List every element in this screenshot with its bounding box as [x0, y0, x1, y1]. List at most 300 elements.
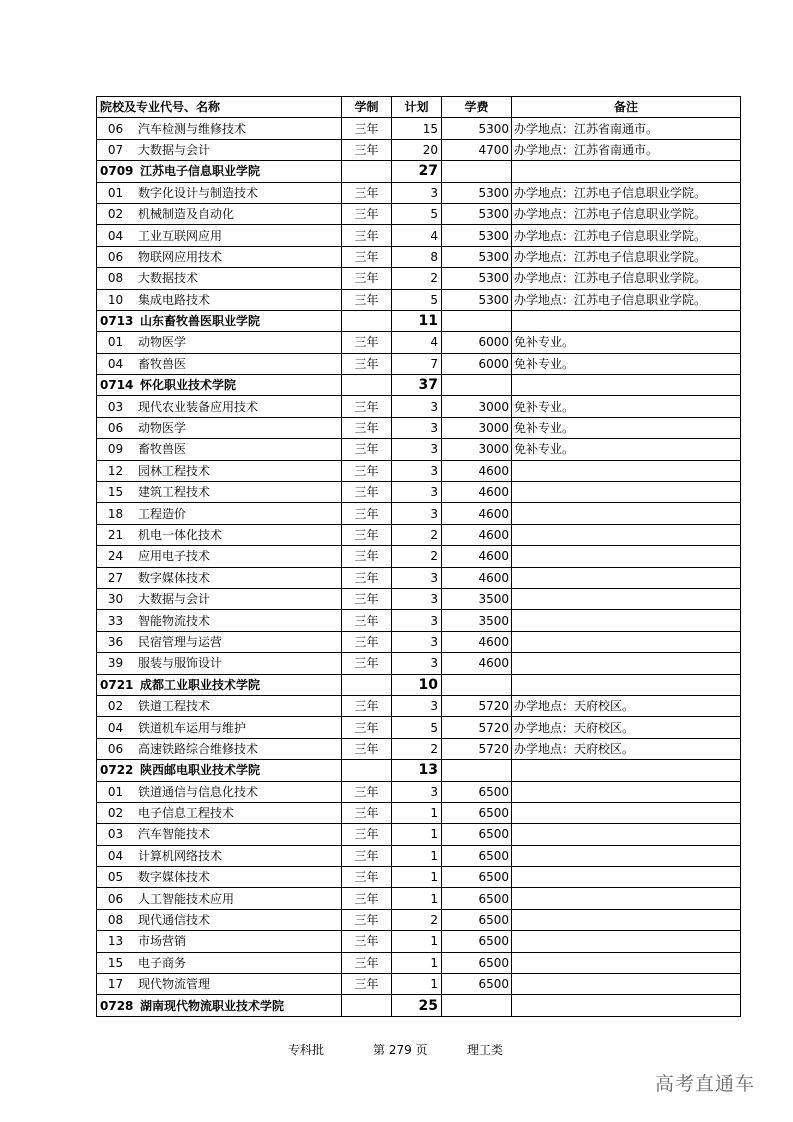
note-cell: [512, 995, 741, 1016]
major-row: [97, 952, 741, 973]
plan-cell: 3: [392, 588, 442, 609]
fee-cell: 6500: [442, 867, 512, 888]
note-cell: 办学地点：江苏电子信息职业学院。: [512, 268, 741, 289]
fee-cell: 4600: [442, 631, 512, 652]
major-code: 06: [107, 891, 124, 906]
duration-cell: 三年: [342, 845, 392, 866]
footer-batch: 专科批: [288, 1043, 325, 1057]
plan-cell: 7: [392, 353, 442, 374]
name-cell: [97, 503, 342, 524]
duration-cell: 三年: [342, 182, 392, 203]
major-row: [97, 567, 741, 588]
major-row: [97, 289, 741, 310]
major-row: [97, 225, 741, 246]
duration-cell: [342, 760, 392, 781]
duration-cell: 三年: [342, 268, 392, 289]
major-name: 汽车检测与维修技术: [138, 121, 247, 136]
plan-cell: 3: [392, 439, 442, 460]
duration-cell: 三年: [342, 246, 392, 267]
major-name: 大数据与会计: [138, 592, 211, 607]
school-row: [97, 310, 741, 331]
major-code: 04: [107, 228, 124, 243]
name-cell: [97, 332, 342, 353]
fee-cell: [442, 760, 512, 781]
duration-cell: 三年: [342, 460, 392, 481]
major-name: 工程造价: [138, 506, 187, 521]
duration-cell: 三年: [342, 867, 392, 888]
plan-cell: 2: [392, 268, 442, 289]
name-cell: [97, 225, 342, 246]
major-row: [97, 524, 741, 545]
fee-cell: 3500: [442, 610, 512, 631]
major-row: [97, 781, 741, 802]
major-name: 集成电路技术: [138, 292, 211, 307]
major-row: [97, 653, 741, 674]
school-name: 江苏电子信息职业学院: [140, 164, 261, 179]
major-name: 现代通信技术: [138, 913, 211, 928]
name-cell: [97, 909, 342, 930]
note-cell: [512, 567, 741, 588]
fee-cell: 5300: [442, 182, 512, 203]
name-cell: [97, 439, 342, 460]
school-name: 成都工业职业技术学院: [140, 677, 261, 692]
plan-cell: 5: [392, 717, 442, 738]
major-row: [97, 909, 741, 930]
note-cell: [512, 952, 741, 973]
footer-category: 理工类: [467, 1043, 504, 1057]
duration-cell: 三年: [342, 781, 392, 802]
major-row: [97, 695, 741, 716]
duration-cell: 三年: [342, 353, 392, 374]
major-row: [97, 503, 741, 524]
major-row: [97, 332, 741, 353]
note-cell: [512, 588, 741, 609]
major-name: 计算机网络技术: [138, 848, 223, 863]
name-cell: [97, 952, 342, 973]
school-row: [97, 375, 741, 396]
major-name: 数字化设计与制造技术: [138, 185, 259, 200]
name-cell: [97, 353, 342, 374]
major-row: [97, 931, 741, 952]
duration-cell: 三年: [342, 695, 392, 716]
major-code: 01: [107, 335, 124, 350]
note-cell: 办学地点：天府校区。: [512, 717, 741, 738]
major-code: 01: [107, 784, 124, 799]
name-cell: [97, 974, 342, 995]
name-cell: [97, 802, 342, 823]
plan-cell: 3: [392, 653, 442, 674]
plan-cell: 1: [392, 867, 442, 888]
header-plan: 计划: [392, 97, 442, 118]
major-code: 04: [107, 356, 124, 371]
plan-cell: 5: [392, 203, 442, 224]
name-cell: [97, 567, 342, 588]
fee-cell: 5300: [442, 246, 512, 267]
major-code: 15: [107, 955, 124, 970]
duration-cell: 三年: [342, 225, 392, 246]
name-cell: [97, 118, 342, 139]
school-name: 怀化职业技术学院: [140, 378, 237, 393]
major-code: 02: [107, 699, 124, 714]
duration-cell: 三年: [342, 824, 392, 845]
plan-cell: 3: [392, 503, 442, 524]
note-cell: [512, 524, 741, 545]
school-name: 山东畜牧兽医职业学院: [140, 314, 261, 329]
duration-cell: [342, 310, 392, 331]
note-cell: [512, 610, 741, 631]
footer-page-number: 第 279 页: [373, 1043, 428, 1057]
major-name: 物联网应用技术: [138, 249, 223, 264]
duration-cell: 三年: [342, 396, 392, 417]
major-name: 电子商务: [138, 955, 187, 970]
school-row: [97, 161, 741, 182]
major-code: 06: [107, 421, 124, 436]
note-cell: [512, 310, 741, 331]
duration-cell: [342, 375, 392, 396]
name-cell: [97, 845, 342, 866]
note-cell: 免补专业。: [512, 396, 741, 417]
major-row: [97, 353, 741, 374]
name-cell: [97, 653, 342, 674]
name-cell: [97, 268, 342, 289]
note-cell: [512, 503, 741, 524]
name-cell: [97, 631, 342, 652]
fee-cell: 5720: [442, 695, 512, 716]
major-name: 园林工程技术: [138, 463, 211, 478]
duration-cell: 三年: [342, 332, 392, 353]
major-code: 08: [107, 913, 124, 928]
duration-cell: 三年: [342, 909, 392, 930]
major-code: 04: [107, 848, 124, 863]
school-row: [97, 760, 741, 781]
name-cell: [97, 460, 342, 481]
major-row: [97, 182, 741, 203]
duration-cell: 三年: [342, 524, 392, 545]
major-row: [97, 610, 741, 631]
plan-cell: 3: [392, 460, 442, 481]
major-name: 动物医学: [138, 335, 187, 350]
major-name: 汽车智能技术: [138, 827, 211, 842]
major-row: [97, 203, 741, 224]
plan-cell: 15: [392, 118, 442, 139]
school-row: [97, 995, 741, 1016]
major-row: [97, 546, 741, 567]
duration-cell: 三年: [342, 888, 392, 909]
plan-cell: 1: [392, 802, 442, 823]
fee-cell: 6500: [442, 888, 512, 909]
name-cell: [97, 310, 342, 331]
fee-cell: 4600: [442, 546, 512, 567]
major-name: 铁道机车运用与维护: [138, 720, 247, 735]
major-name: 电子信息工程技术: [138, 806, 235, 821]
name-cell: [97, 674, 342, 695]
duration-cell: 三年: [342, 802, 392, 823]
fee-cell: [442, 310, 512, 331]
major-code: 36: [107, 634, 124, 649]
note-cell: [512, 460, 741, 481]
major-name: 工业互联网应用: [138, 228, 223, 243]
plan-cell: 3: [392, 631, 442, 652]
major-row: [97, 417, 741, 438]
duration-cell: 三年: [342, 631, 392, 652]
name-cell: [97, 610, 342, 631]
note-cell: [512, 161, 741, 182]
major-name: 现代物流管理: [138, 977, 211, 992]
plan-cell: 1: [392, 845, 442, 866]
note-cell: 办学地点：天府校区。: [512, 738, 741, 759]
fee-cell: 6500: [442, 824, 512, 845]
major-code: 04: [107, 720, 124, 735]
watermark: 高考直通车: [655, 1073, 756, 1095]
fee-cell: 4600: [442, 524, 512, 545]
major-name: 市场营销: [138, 934, 187, 949]
name-cell: [97, 161, 342, 182]
major-name: 机械制造及自动化: [138, 207, 235, 222]
duration-cell: 三年: [342, 503, 392, 524]
school-code: 0709: [100, 164, 134, 179]
admission-plan-table: [96, 96, 741, 1017]
name-cell: [97, 888, 342, 909]
major-row: [97, 439, 741, 460]
note-cell: [512, 674, 741, 695]
major-name: 人工智能技术应用: [138, 891, 235, 906]
plan-cell: 1: [392, 888, 442, 909]
plan-cell: 25: [392, 995, 442, 1016]
fee-cell: [442, 161, 512, 182]
plan-cell: 4: [392, 225, 442, 246]
duration-cell: [342, 161, 392, 182]
header-fee: 学费: [442, 97, 512, 118]
major-name: 动物医学: [138, 421, 187, 436]
note-cell: 办学地点：江苏电子信息职业学院。: [512, 203, 741, 224]
duration-cell: 三年: [342, 931, 392, 952]
plan-cell: 1: [392, 974, 442, 995]
major-code: 12: [107, 463, 124, 478]
note-cell: 办学地点：江苏电子信息职业学院。: [512, 289, 741, 310]
major-name: 畜牧兽医: [138, 356, 187, 371]
name-cell: [97, 203, 342, 224]
duration-cell: 三年: [342, 139, 392, 160]
note-cell: 免补专业。: [512, 353, 741, 374]
plan-cell: 4: [392, 332, 442, 353]
name-cell: [97, 695, 342, 716]
plan-cell: 3: [392, 610, 442, 631]
duration-cell: 三年: [342, 289, 392, 310]
major-row: [97, 802, 741, 823]
fee-cell: 4600: [442, 482, 512, 503]
fee-cell: 4600: [442, 653, 512, 674]
plan-cell: 1: [392, 931, 442, 952]
note-cell: [512, 546, 741, 567]
note-cell: [512, 781, 741, 802]
plan-cell: 3: [392, 396, 442, 417]
fee-cell: 6500: [442, 909, 512, 930]
plan-cell: 3: [392, 417, 442, 438]
fee-cell: 6500: [442, 802, 512, 823]
major-name: 机电一体化技术: [138, 528, 223, 542]
major-row: [97, 717, 741, 738]
major-row: [97, 268, 741, 289]
duration-cell: [342, 995, 392, 1016]
duration-cell: 三年: [342, 546, 392, 567]
note-cell: [512, 824, 741, 845]
fee-cell: [442, 995, 512, 1016]
major-name: 高速铁路综合维修技术: [138, 741, 259, 756]
major-name: 应用电子技术: [138, 549, 211, 564]
major-row: [97, 246, 741, 267]
fee-cell: 6000: [442, 332, 512, 353]
major-code: 07: [107, 142, 124, 157]
plan-cell: 3: [392, 695, 442, 716]
major-name: 铁道通信与信息化技术: [138, 784, 259, 799]
major-name: 数字媒体技术: [138, 570, 211, 585]
duration-cell: 三年: [342, 653, 392, 674]
major-row: [97, 888, 741, 909]
note-cell: 办学地点：江苏电子信息职业学院。: [512, 225, 741, 246]
fee-cell: 5720: [442, 717, 512, 738]
major-row: [97, 631, 741, 652]
name-cell: [97, 546, 342, 567]
duration-cell: 三年: [342, 482, 392, 503]
plan-cell: 10: [392, 674, 442, 695]
plan-cell: 2: [392, 524, 442, 545]
major-row: [97, 482, 741, 503]
note-cell: [512, 931, 741, 952]
note-cell: 免补专业。: [512, 332, 741, 353]
major-code: 15: [107, 485, 124, 500]
major-code: 05: [107, 870, 124, 885]
fee-cell: 3000: [442, 439, 512, 460]
school-code: 0714: [100, 378, 134, 393]
fee-cell: 6000: [442, 353, 512, 374]
major-name: 现代农业装备应用技术: [138, 399, 259, 414]
fee-cell: 4600: [442, 460, 512, 481]
duration-cell: 三年: [342, 738, 392, 759]
duration-cell: [342, 674, 392, 695]
name-cell: [97, 588, 342, 609]
name-cell: [97, 375, 342, 396]
note-cell: 办学地点：江苏省南通市。: [512, 118, 741, 139]
fee-cell: 3500: [442, 588, 512, 609]
fee-cell: 6500: [442, 974, 512, 995]
name-cell: [97, 246, 342, 267]
major-name: 畜牧兽医: [138, 442, 187, 457]
name-cell: [97, 396, 342, 417]
school-row: [97, 674, 741, 695]
school-code: 0728: [100, 998, 134, 1013]
major-name: 民宿管理与运营: [138, 634, 223, 649]
school-code: 0721: [100, 677, 134, 692]
note-cell: [512, 867, 741, 888]
fee-cell: 5300: [442, 268, 512, 289]
fee-cell: [442, 674, 512, 695]
major-code: 08: [107, 271, 124, 286]
fee-cell: 5300: [442, 289, 512, 310]
major-code: 27: [107, 570, 124, 585]
major-code: 30: [107, 592, 124, 607]
header-note: 备注: [512, 97, 741, 118]
table-header-row: [97, 97, 741, 118]
note-cell: [512, 760, 741, 781]
major-row: [97, 738, 741, 759]
major-code: 02: [107, 207, 124, 222]
note-cell: 办学地点：天府校区。: [512, 695, 741, 716]
header-duration: 学制: [342, 97, 392, 118]
header-name: 院校及专业代号、名称: [97, 97, 342, 118]
plan-cell: 3: [392, 781, 442, 802]
major-code: 24: [107, 549, 124, 564]
plan-cell: 1: [392, 824, 442, 845]
name-cell: [97, 824, 342, 845]
major-name: 大数据与会计: [138, 142, 211, 157]
major-code: 03: [107, 827, 124, 842]
major-code: 06: [107, 249, 124, 264]
fee-cell: 3000: [442, 417, 512, 438]
major-code: 18: [107, 506, 124, 521]
name-cell: [97, 931, 342, 952]
name-cell: [97, 738, 342, 759]
duration-cell: 三年: [342, 610, 392, 631]
major-name: 数字媒体技术: [138, 870, 211, 885]
major-name: 铁道工程技术: [138, 699, 211, 714]
duration-cell: 三年: [342, 974, 392, 995]
major-row: [97, 396, 741, 417]
plan-cell: 3: [392, 182, 442, 203]
major-code: 01: [107, 185, 124, 200]
name-cell: [97, 524, 342, 545]
note-cell: 办学地点：江苏电子信息职业学院。: [512, 246, 741, 267]
major-row: [97, 824, 741, 845]
note-cell: [512, 909, 741, 930]
school-name: 湖南现代物流职业技术学院: [140, 998, 285, 1013]
major-name: 大数据技术: [138, 271, 199, 286]
fee-cell: 6500: [442, 781, 512, 802]
plan-cell: 2: [392, 909, 442, 930]
plan-cell: 3: [392, 567, 442, 588]
major-row: [97, 460, 741, 481]
major-code: 39: [107, 656, 124, 671]
duration-cell: 三年: [342, 203, 392, 224]
note-cell: [512, 631, 741, 652]
major-row: [97, 974, 741, 995]
fee-cell: 6500: [442, 845, 512, 866]
name-cell: [97, 867, 342, 888]
duration-cell: 三年: [342, 417, 392, 438]
plan-cell: 8: [392, 246, 442, 267]
plan-cell: 5: [392, 289, 442, 310]
fee-cell: 5300: [442, 203, 512, 224]
note-cell: 办学地点：江苏电子信息职业学院。: [512, 182, 741, 203]
plan-cell: 11: [392, 310, 442, 331]
fee-cell: 5720: [442, 738, 512, 759]
duration-cell: 三年: [342, 952, 392, 973]
major-code: 33: [107, 613, 124, 628]
note-cell: [512, 375, 741, 396]
name-cell: [97, 182, 342, 203]
note-cell: [512, 802, 741, 823]
duration-cell: 三年: [342, 588, 392, 609]
duration-cell: 三年: [342, 717, 392, 738]
major-row: [97, 845, 741, 866]
plan-cell: 1: [392, 952, 442, 973]
note-cell: 办学地点：江苏省南通市。: [512, 139, 741, 160]
duration-cell: 三年: [342, 567, 392, 588]
table-body: [97, 118, 741, 1016]
plan-cell: 13: [392, 760, 442, 781]
duration-cell: 三年: [342, 439, 392, 460]
plan-cell: 20: [392, 139, 442, 160]
name-cell: [97, 289, 342, 310]
